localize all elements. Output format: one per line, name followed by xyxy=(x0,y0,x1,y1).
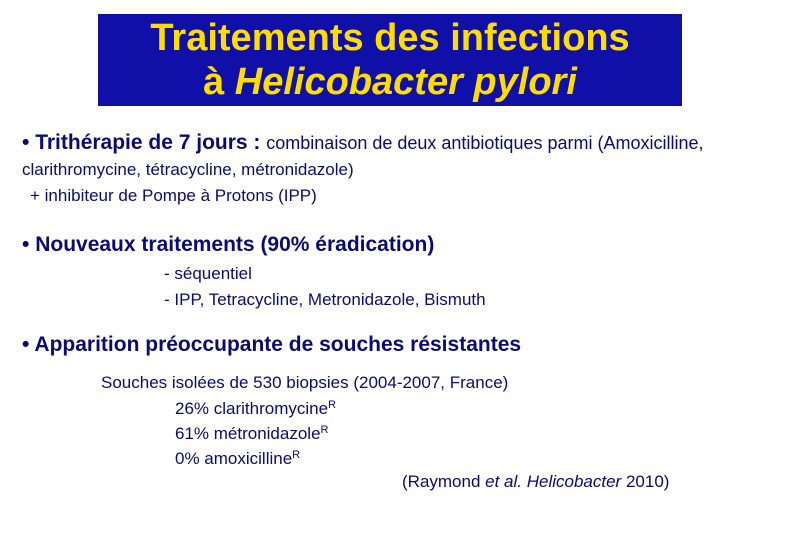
resistance-superscript: R xyxy=(292,449,301,461)
section3-bullet: • xyxy=(22,333,30,356)
citation-open: (Raymond xyxy=(402,472,486,491)
resistance-text: 26% clarithromycine xyxy=(175,399,329,418)
section2-item-2: - IPP, Tetracycline, Metronidazole, Bismuth xyxy=(164,290,486,309)
resistance-superscript: R xyxy=(328,399,337,411)
title-line-2 xyxy=(98,62,682,102)
title-line-1: Traitements des infections xyxy=(150,17,630,59)
citation-journal: Helicobacter xyxy=(526,472,622,491)
section1-bullet: • xyxy=(22,131,30,154)
resistance-item xyxy=(175,449,300,469)
title-line-2-prefix: à xyxy=(203,61,235,103)
section2-heading-text: Nouveaux traitements (90% éradication) xyxy=(35,233,435,256)
section3-intro: Souches isolées de 530 biopsies (2004-2007, France) xyxy=(101,373,509,392)
resistance-item xyxy=(175,424,328,444)
section1-heading xyxy=(22,131,704,155)
section3-heading-text: Apparition préoccupante de souches résistantes xyxy=(34,333,522,356)
section2-item-1: - séquentiel xyxy=(164,264,252,283)
resistance-superscript: R xyxy=(320,424,329,436)
resistance-item xyxy=(175,399,336,419)
section1-heading-rest: combinaison de deux antibiotiques parmi (Amoxicilline, xyxy=(266,133,704,153)
section2-bullet: • xyxy=(22,233,30,256)
title-species-name: Helicobacter pylori xyxy=(234,61,577,103)
resistance-text: 61% métronidazole xyxy=(175,424,321,443)
resistance-text: 0% amoxicilline xyxy=(175,449,293,468)
section1-line3: + inhibiteur de Pompe à Protons (IPP) xyxy=(30,186,317,205)
citation-etal: et al. xyxy=(485,472,522,491)
section3-heading xyxy=(22,333,521,357)
citation-close: 2010) xyxy=(621,472,670,491)
section2-heading xyxy=(22,233,434,257)
title-banner xyxy=(98,14,682,106)
section1-heading-text: Trithérapie de 7 jours : xyxy=(35,131,261,154)
section1-line2: clarithromycine, tétracycline, métronidazole) xyxy=(22,160,354,179)
citation xyxy=(402,472,669,492)
